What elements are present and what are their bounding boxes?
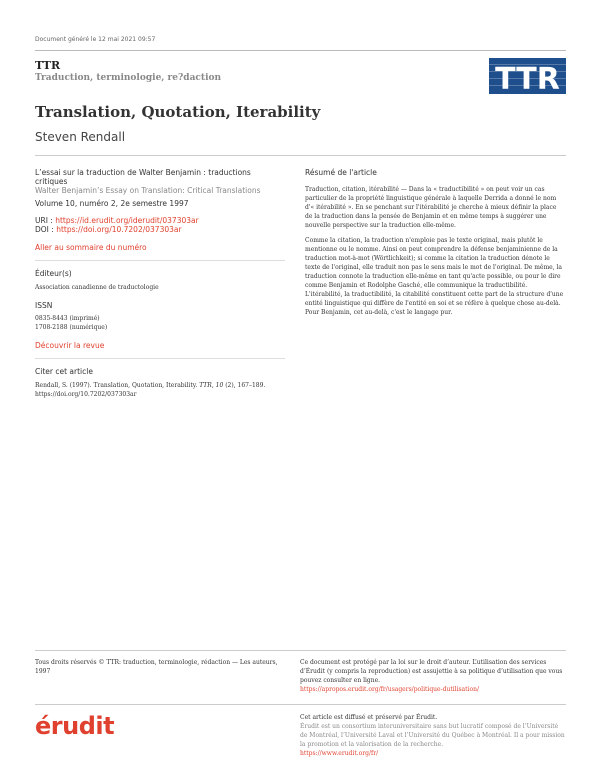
erudit-notice: [300, 713, 566, 758]
issue-title: L’essai sur la traduction de Walter Benjamin : traductions critiques: [35, 168, 251, 186]
abstract-paragraph-1: Traduction, citation, itérabilité — Dans la « traductibilité » on peut voir un cas particulier de la propriété linguistique générale à laquelle Derrida a donné le nom d'« itérabilité ». En se penchant sur l'itérabilité je cherche à mieux définir la place de la traduction dans la pensée de Benjamin et en même temps à suggérer une nouvelle perspective sur la traduction elle-même.: [305, 186, 557, 229]
rights-notice: Tous droits réservés © TTR: traduction, terminologie, rédaction — Les auteurs, 1997: [35, 659, 278, 675]
divider: [35, 358, 285, 359]
abstract-heading: Résumé de l'article: [305, 168, 377, 177]
abstract: [305, 168, 565, 317]
ttr-logo-icon: [489, 58, 566, 94]
issn-print: 0835-8443 (imprimé): [35, 315, 100, 322]
journal-subtitle: Traduction, terminologie, re?daction: [35, 73, 222, 83]
uri-label: URI :: [35, 216, 56, 225]
journal-name: TTR: [35, 59, 61, 72]
copyright-text: Ce document est protégé par la loi sur le droit d’auteur. L’utilisation des services d’Érudit (y compris la reproduction) est assujettie à sa politique d’utilisation que vous pouvez consulter en ligne.: [300, 659, 563, 684]
issn-digital: 1708-2188 (numérique): [35, 324, 108, 331]
publisher-name: Association canadienne de traductologie: [35, 284, 159, 291]
footer-divider: [35, 704, 566, 705]
citation-doi: https://doi.org/10.7202/037303ar: [35, 391, 137, 398]
footer-divider: [35, 650, 566, 651]
citation-text: [35, 381, 285, 399]
citation-separator: ,: [211, 382, 216, 389]
logo-text: TTR: [495, 62, 560, 94]
copyright-notice: [300, 658, 566, 694]
abstract-paragraph-2: Comme la citation, la traduction n'emploie pas le texte original, mais plutôt le mentionne ou le nomme. Ainsi on peut comprendre la défense benjaminienne de la traduction mot-à-mot (Wörtlichkeit); si comme la citation la traduction dénote le texte de l'original, elle traduit non pas le sens mais le mot de l'original. De même, la traduction connote la traduction elle-même en tant qu'acte possible, ou pour le dire comme Benjamin et Rodolphe Gasché, elle communique la traductibilité. L'itérabilité, la traductibilité, la citabilité constituent cette part de la structure d'une entité linguistique qui diffère de l'entité en soi et se réfère à quelque chose au-delà. Pour Benjamin, cet au-delà, c'est le langage pur.: [305, 237, 564, 316]
divider: [35, 260, 285, 261]
policy-link[interactable]: https://apropos.erudit.org/fr/usagers/politique-dutilisation/: [300, 686, 479, 693]
issn-heading: ISSN: [35, 301, 53, 310]
article-metadata: [35, 168, 285, 399]
summary-link[interactable]: Aller au sommaire du numéro: [35, 243, 147, 252]
uri-line: [35, 216, 285, 225]
doi-line: [35, 225, 285, 234]
doi-link[interactable]: https://doi.org/10.7202/037303ar: [56, 225, 182, 234]
publisher-heading: Éditeur(s): [35, 269, 72, 278]
article-author: Steven Rendall: [35, 130, 126, 144]
uri-link[interactable]: https://id.erudit.org/iderudit/037303ar: [55, 216, 199, 225]
doi-label: DOI :: [35, 225, 57, 234]
erudit-heading: Cet article est diffusé et préservé par Érudit.: [300, 714, 438, 721]
discover-link[interactable]: Découvrir la revue: [35, 341, 105, 350]
volume-info: Volume 10, numéro 2, 2e semestre 1997: [35, 199, 189, 208]
issue-subtitle: Walter Benjamin’s Essay on Translation: Critical Translations: [35, 186, 261, 195]
citation-post: (2), 167–189.: [223, 382, 266, 389]
citation-journal: TTR: [199, 382, 212, 389]
erudit-logo: érudit: [35, 712, 115, 740]
erudit-link[interactable]: https://www.erudit.org/fr/: [300, 750, 379, 757]
article-title: Translation, Quotation, Iterability: [35, 103, 321, 121]
erudit-description: Érudit est un consortium interuniversitaire sans but lucratif composé de l’Université de Montréal, l’Université Laval et l’Université du Québec à Montréal. Il a pour mission la promotion et la valorisation de la recherche.: [300, 723, 565, 748]
cite-heading: Citer cet article: [35, 367, 93, 376]
citation-volume: 10: [215, 382, 224, 389]
header-divider: [35, 155, 566, 156]
generated-date: Document généré le 12 mai 2021 09:57: [35, 36, 156, 43]
citation-pre: Rendall, S. (1997). Translation, Quotation, Iterability.: [35, 382, 200, 389]
top-divider: [35, 50, 566, 51]
